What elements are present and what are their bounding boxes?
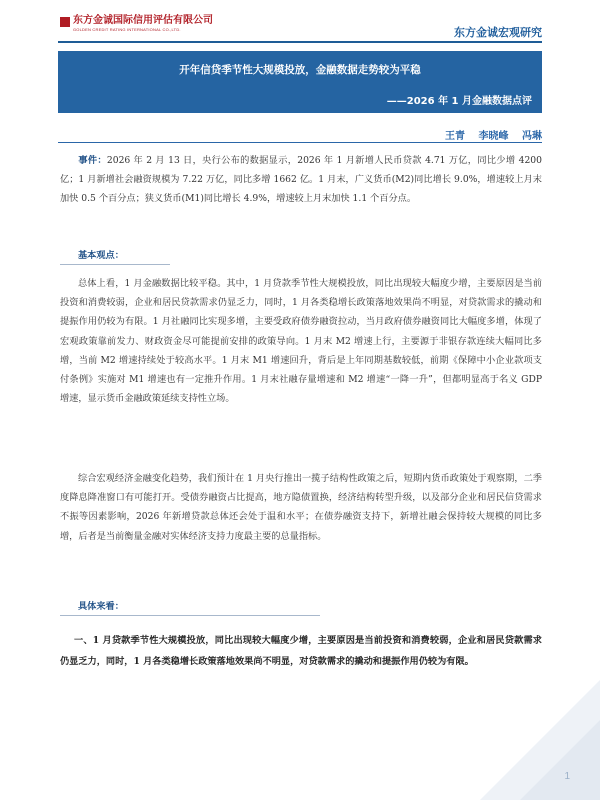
report-title: 开年信贷季节性大规模投放，金融数据走势较为平稳 (179, 64, 421, 76)
logo-en-text: GOLDEN CREDIT RATING INTERNATIONAL CO.,LTD. (73, 27, 181, 32)
title-banner (58, 51, 542, 113)
detail-divider (60, 615, 320, 616)
event-text: 2026 年 2 月 13 日，央行公布的数据显示，2026 年 1 月新增人民币贷款 4.71 万亿，同比少增 4200 亿；1 月新增社会融资规模为 7.22 万亿，同比多增 1662 亿。1 月末，广义货币(M2)同比增长 9.0%，增速较上月末加快 0.5 个百分点；狭义货币(M1)同比增长 4.9%，增速较上月末加快 1.1 个百分点。 (60, 155, 543, 205)
basic-view-label: 基本观点： (78, 250, 124, 261)
report-subtitle: ——2026 年 1 月金融数据点评 (386, 96, 532, 107)
logo-cn-text: 东方金诚国际信用评估有限公司 (73, 15, 213, 26)
basic-view-paragraph-1: 总体上看，1 月金融数据比较平稳。其中，1 月贷款季节性大规模投放，同比出现较大幅度少增，主要原因是当前投资和消费较弱，企业和居民贷款需求仍显乏力，同时，1 月各类稳增长政策落地效果尚不明显，对贷款需求的撬动和提振作用仍较为有限。1 月社融同比实现多增，主要受政府债券融资拉动，当月政府债券融资同比大幅度多增，体现了宏观政策靠前发力、财政资金尽可能提前安排的政策导向。1 月末 M2 增速上行，主要源于非银存款连续大幅同比多增，当前 M2 增速持续处于较高水平。1 月末 M1 增速回升，背后是上年同期基数较低，前期《保障中小企业款项支付条例》实施对 M1 增速也有一定推升作用。1 月末社融存量增速和 M2 增速“一降一升”，但都明显高于名义 GDP 增速，显示货币金融政策延续支持性立场。 (60, 278, 542, 405)
logo-mark-icon (60, 17, 70, 27)
brand-name: 东方金诚宏观研究 (454, 26, 542, 39)
event-label: 事件： (78, 155, 107, 166)
authors: 王青 李晓峰 冯琳 (445, 131, 542, 142)
basic-view-divider (60, 264, 170, 265)
header-divider (58, 41, 542, 43)
corner-decoration-icon (480, 680, 600, 800)
page-number: 1 (564, 771, 570, 782)
detail-label: 具体来看： (78, 601, 124, 612)
event-paragraph (60, 151, 542, 209)
basic-view-paragraph-2: 综合宏观经济金融变化趋势，我们预计在 1 月央行推出一揽子结构性政策之后，短期内货币政策处于观察期，二季度降息降准窗口有可能打开。受债券融资占比提高，地方隐债置换，经济结构转型升级，以及部分企业和居民信贷需求不振等因素影响，2026 年新增贷款总体还会处于温和水平；在债券融资支持下，新增社融会保持较大规模的同比多增，后者是当前衡量金融对实体经济支持力度最主要的总量指标。 (60, 473, 542, 542)
authors-divider (58, 142, 542, 143)
company-logo (60, 15, 213, 33)
detail-point-1: 一、1 月贷款季节性大规模投放，同比出现较大幅度少增，主要原因是当前投资和消费较弱，企业和居民贷款需求仍显乏力，同时，1 月各类稳增长政策落地效果尚不明显，对贷款需求的撬动和提振作用仍较为有限。 (60, 635, 542, 667)
